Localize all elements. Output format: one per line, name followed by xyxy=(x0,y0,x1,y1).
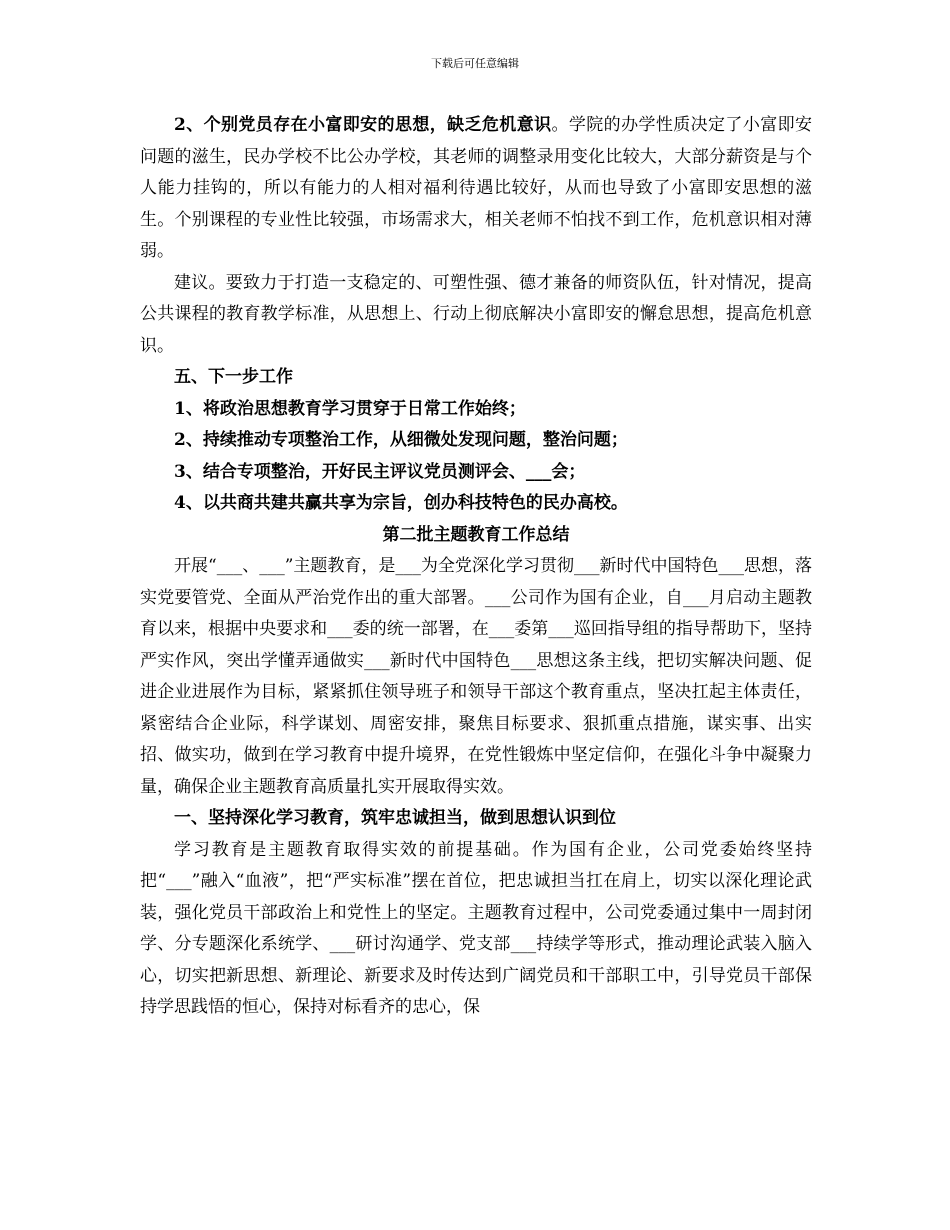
paragraph-study-text: 学习教育是主题教育取得实效的前提基础。作为国有企业，公司党委始终坚持把“___”融入“血液”，把“严实标准”摆在首位，把忠诚担当扛在肩上，切实以深化理论武装，强化党员干部政治上和党性上的坚定。主题教育过程中，公司党委通过集中一周封闭学、分专题深化系统学、___研讨沟通学、党支部___持续学等形式，推动理论武装入脑入心，切实把新思想、新理论、新要求及时传达到广阔党员和干部职工中，引导党员干部保持学思践悟的恒心，保持对标看齐的忠心，保 xyxy=(140,839,812,1017)
next-step-item-2-text: 2、持续推动专项整治工作，从细微处发现问题，整治问题； xyxy=(174,430,628,450)
paragraph-2 xyxy=(140,268,812,363)
paragraph-1-heading: 2、个别党员存在小富即安的思想，缺乏危机意识 xyxy=(174,115,552,135)
paragraph-intro xyxy=(140,551,812,803)
paragraph-2-text: 建议。要致力于打造一支稳定的、可塑性强、德才兼备的师资队伍，针对情况，提高公共课程的教育教学标准，从思想上、行动上彻底解决小富即安的懈怠思想，提高危机意识。 xyxy=(140,272,812,356)
paragraph-intro-text: 开展“___、___”主题教育，是___为全党深化学习贯彻___新时代中国特色___思想，落实党要管党、全面从严治党作出的重大部署。___公司作为国有企业，自___月启动主题教育以来，根据中央要求和___委的统一部署，在___委第___巡回指导组的指导帮助下，坚持严实作风，突出学懂弄通做实___新时代中国特色___思想这条主线，把切实解决问题、促进企业进展作为目标，紧紧抓住领导班子和领导干部这个教育重点，坚决扛起主体责任，紧密结合企业际，科学谋划、周密安排，聚焦目标要求、狠抓重点措施，谋实事、出实招、做实功，做到在学习教育中提升境界，在党性锻炼中坚定信仰，在强化斗争中凝聚力量，确保企业主题教育高质量扎实开展取得实效。 xyxy=(140,556,812,797)
next-step-item-4 xyxy=(140,488,812,520)
document-body xyxy=(140,110,812,1024)
next-step-item-3 xyxy=(140,457,812,489)
section-heading-5 xyxy=(140,362,812,394)
next-step-item-1 xyxy=(140,394,812,426)
section-heading-5-text: 五、下一步工作 xyxy=(174,367,293,387)
next-step-item-2 xyxy=(140,425,812,457)
paragraph-study xyxy=(140,835,812,1024)
page-header: 下载后可任意编辑 xyxy=(431,57,519,70)
section-heading-1 xyxy=(140,803,812,835)
next-step-item-4-text: 4、以共商共建共赢共享为宗旨，创办科技特色的民办高校。 xyxy=(174,493,628,513)
next-step-item-3-text: 3、结合专项整治，开好民主评议党员测评会、___会； xyxy=(174,461,586,482)
paragraph-1-text: 。学院的办学性质决定了小富即安问题的滋生，民办学校不比公办学校，其老师的调整录用变化比较大，大部分薪资是与个人能力挂钩的，所以有能力的人相对福利待遇比较好，从而也导致了小富即安思想的滋生。个别课程的专业性比较强，市场需求大，相关老师不怕找不到工作，危机意识相对薄弱。 xyxy=(140,115,813,261)
paragraph-1 xyxy=(140,110,812,268)
section-heading-1-text: 一、坚持深化学习教育，筑牢忠诚担当，做到思想认识到位 xyxy=(174,808,616,828)
next-step-item-1-text: 1、将政治思想教育学习贯穿于日常工作始终； xyxy=(174,398,526,419)
document-title: 第二批主题教育工作总结 xyxy=(382,524,570,545)
